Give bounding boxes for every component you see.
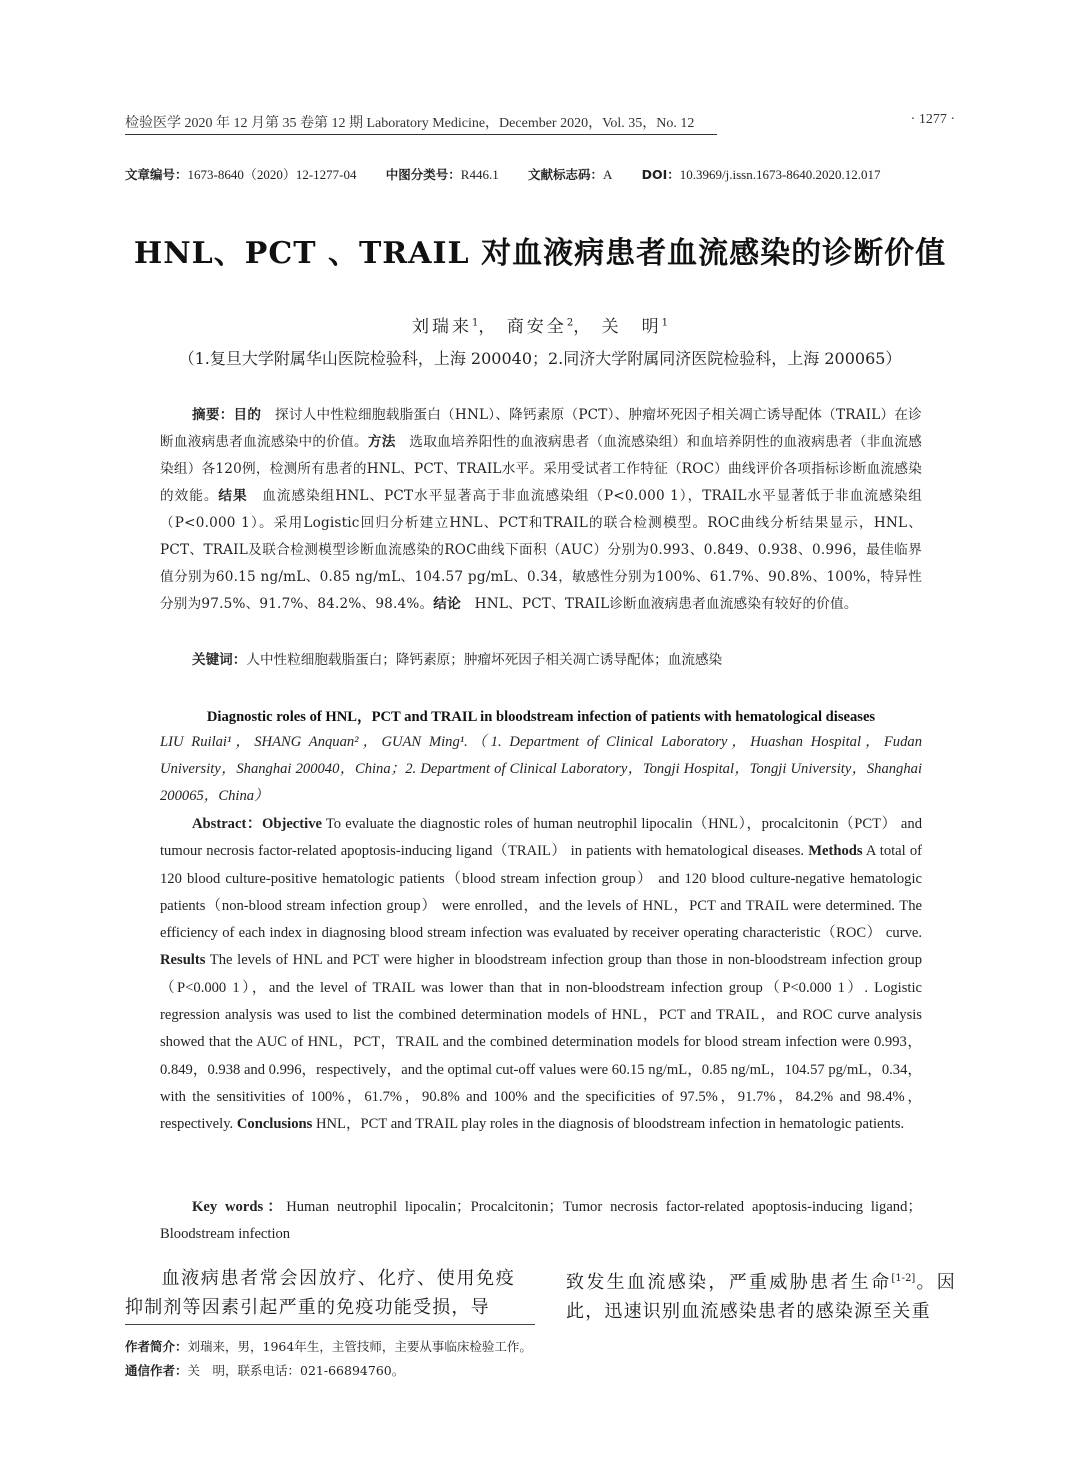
body-text: 。因此，迅速识别血流感染患者的感染源至关重: [566, 1272, 957, 1322]
document-code: 文献标志码：A: [527, 167, 613, 182]
chinese-abstract: [160, 402, 922, 618]
results-label: 结果: [218, 488, 248, 504]
conclusion-text: HNL、PCT、TRAIL诊断血液病患者血流感染有较好的价值。: [460, 596, 858, 612]
english-keywords: [160, 1194, 922, 1248]
english-title: Diagnostic roles of HNL，PCT and TRAIL in bloodstream infection of patients with hematological diseases: [206, 709, 876, 725]
doi: DOI：10.3969/j.issn.1673-8640.2020.12.017: [641, 167, 881, 182]
body-text: 致发生血流感染，严重威胁患者生命: [566, 1272, 892, 1293]
objective-text: 探讨人中性粒细胞载脂蛋白（HNL）、降钙素原（PCT）、肿瘤坏死因子相关凋亡诱导配体（TRAIL）在诊断血液病患者血流感染中的价值。: [160, 407, 922, 450]
methods-label: 方法: [367, 434, 396, 450]
affiliation: （1.复旦大学附属华山医院检验科，上海 200040；2.同济大学附属同济医院检验科，上海 200065）: [178, 349, 902, 368]
keywords-text: 人中性粒细胞载脂蛋白；降钙素原；肿瘤坏死因子相关凋亡诱导配体；血流感染: [246, 652, 723, 668]
journal-line: 检验医学 2020 年 12 月第 35 卷第 12 期 Laboratory Medicine，December 2020，Vol. 35，No. 12: [125, 116, 695, 131]
results-label: Results: [160, 952, 206, 969]
objective-label: 目的: [233, 407, 262, 423]
methods-text: A total of 120 blood culture-positive hematologic patients（blood stream infection group） and 120 blood culture-negative hematologic patients（non-blood stream infection group） were enrolled，and the levels of HNL，PCT and TRAIL were determined. The efficiency of each index in diagnosing blood stream infection was evaluated by receiver operating characteristic（ROC） curve.: [160, 843, 923, 942]
results-text: 血流感染组HNL、PCT水平显著高于非血流感染组（P<0.000 1），TRAIL水平显著低于非血流感染组（P<0.000 1）。采用Logistic回归分析建立HNL、PCT和TRAIL的联合检测模型。ROC曲线分析结果显示，HNL、PCT、TRAIL及联合检测模型诊断血流感染的ROC曲线下面积（AUC）分别为0.993、0.849、0.938、0.996，最佳临界值分别为60.15 ng/mL、0.85 ng/mL、104.57 pg/mL、0.34，敏感性分别为100%、61.7%、90.8%、100%，特异性分别为97.5%、91.7%、84.2%、98.4%。: [160, 488, 922, 612]
english-authors-affiliation: LIU Ruilai¹，SHANG Anquan²，GUAN Ming¹.（1. Department of Clinical Laboratory，Huashan Hospital，Fudan University，Shanghai 200040，China；2. Department of Clinical Laboratory，Tongji Hospital，Tongji University，Shanghai 200065，China）: [160, 734, 922, 804]
english-abstract: [160, 811, 922, 1139]
footnote-rule: [125, 1324, 535, 1325]
body-column-right: [566, 1264, 956, 1326]
author: 关 明$^1$: [601, 317, 668, 337]
keywords-text: Human neutrophil lipocalin；Procalcitonin；Tumor necrosis factor-related apoptosis-inducing ligand；Bloodstream infection: [160, 1199, 922, 1242]
article-meta: [125, 164, 955, 183]
objective-text: To evaluate the diagnostic roles of human neutrophil lipocalin（HNL），procalcitonin（PCT） and tumour necrosis factor-related apoptosis-inducing ligand（TRAIL） in patients with hematological diseases.: [160, 816, 922, 860]
objective-label: Objective: [262, 816, 322, 832]
keywords-label: 关键词：: [192, 652, 247, 668]
header-rule: [125, 134, 717, 135]
article-title: HNL、PCT 、TRAIL 对血液病患者血流感染的诊断价值: [133, 236, 947, 271]
corresponding-author-footnote: 通信作者：关 明，联系电话：021-66894760。: [125, 1363, 405, 1378]
results-text: The levels of HNL and PCT were higher in bloodstream infection group than those in non-bloodstream infection group（P<0.000 1），and the level of TRAIL was lower than that in non-bloodstream infection group（P<0.000 1）. Logistic regression analysis was used to list the combined determination models of HNL，PCT and TRAIL，and ROC curve analysis showed that the AUC of HNL，PCT，TRAIL and the combined determination models for blood stream infection were 0.993，0.849，0.938 and 0.996，respectively，and the optimal cut-off values were 60.15 ng/mL，0.85 ng/mL，104.57 pg/mL，0.34，with the sensitivities of 100%，61.7%，90.8% and 100% and the specificities of 97.5%，91.7%，84.2% and 98.4%，respectively.: [160, 952, 922, 1133]
body-text: 血液病患者常会因放疗、化疗、使用免疫抑制剂等因素引起严重的免疫功能受损，导: [125, 1268, 515, 1318]
citation[interactable]: [1-2]: [891, 1273, 916, 1284]
chinese-keywords: [192, 648, 922, 668]
author: 商安全$^2$，: [506, 317, 594, 337]
article-number: 文章编号：1673-8640（2020）12-1277-04: [125, 167, 357, 182]
conclusions-text: HNL，PCT and TRAIL play roles in the diagnosis of bloodstream infection in hematologic patients.: [312, 1116, 905, 1133]
conclusion-label: 结论: [433, 596, 461, 612]
body-column-left: [125, 1264, 515, 1322]
clc-number: 中图分类号：R446.1: [385, 167, 499, 182]
methods-text: 选取血培养阳性的血液病患者（血流感染组）和血培养阴性的血液病患者（非血流感染组）各120例，检测所有患者的HNL、PCT、TRAIL水平。采用受试者工作特征（ROC）曲线评价各项指标诊断血流感染的效能。: [160, 434, 923, 504]
author-bio-footnote: 作者简介：刘瑞来，男，1964年生，主管技师，主要从事临床检验工作。: [125, 1339, 532, 1354]
conclusions-label: Conclusions: [236, 1116, 313, 1133]
running-header: [125, 112, 955, 132]
author-list: [0, 312, 1080, 337]
abstract-label: 摘要：: [192, 407, 234, 423]
methods-label: Methods: [808, 843, 863, 860]
author: 刘瑞来$^1$，: [412, 317, 499, 337]
abstract-label: Abstract：: [192, 816, 262, 832]
keywords-label: Key words：: [192, 1199, 287, 1215]
page-number: · 1277 ·: [910, 112, 955, 127]
